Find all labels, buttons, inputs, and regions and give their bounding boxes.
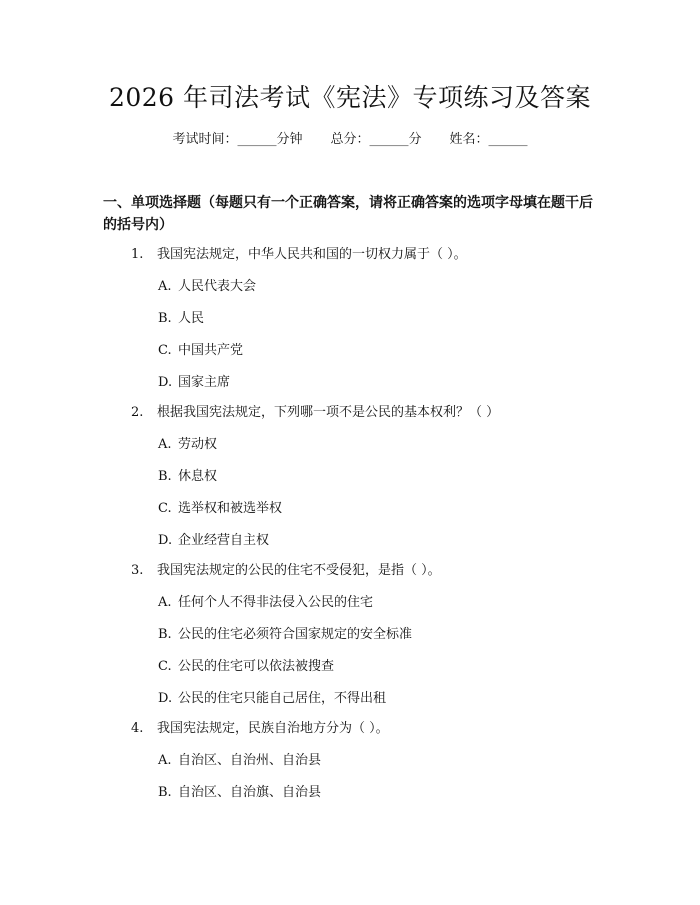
answer-option — [158, 467, 217, 487]
option-text: 公民的住宅只能自己居住，不得出租 — [178, 691, 387, 706]
answer-option — [158, 531, 269, 551]
answer-option — [158, 499, 282, 519]
option-text: 自治区、自治州、自治县 — [178, 753, 322, 768]
answer-option — [158, 689, 386, 709]
option-text: 中国共产党 — [178, 343, 244, 358]
answer-option — [158, 309, 204, 329]
option-letter: B. — [158, 785, 172, 800]
question-stem — [131, 403, 499, 423]
option-text: 劳动权 — [178, 437, 218, 452]
option-letter: B. — [158, 627, 172, 642]
option-letter: C. — [158, 501, 172, 516]
exam-info-line — [0, 130, 700, 150]
option-letter: B. — [158, 311, 172, 326]
question-number: 3. — [131, 563, 144, 578]
option-text: 休息权 — [178, 469, 218, 484]
option-letter: A. — [158, 595, 172, 610]
total-score-field: 总分：______分 — [330, 132, 422, 147]
section-heading: 一、单项选择题（每题只有一个正确答案，请将正确答案的选项字母填在题干后的括号内） — [103, 195, 593, 233]
option-letter: A. — [158, 753, 172, 768]
question-stem — [131, 561, 441, 581]
option-letter: A. — [158, 437, 172, 452]
question-number: 2. — [131, 405, 144, 420]
option-text: 国家主席 — [178, 375, 231, 390]
answer-option — [158, 783, 321, 803]
question-stem — [131, 245, 467, 265]
option-text: 人民代表大会 — [178, 279, 257, 294]
exam-time-field: 考试时间：______分钟 — [172, 132, 303, 147]
answer-option — [158, 277, 256, 297]
question-number: 4. — [131, 721, 144, 736]
option-letter: B. — [158, 469, 172, 484]
answer-option — [158, 373, 230, 393]
question-text: 我国宪法规定，民族自治地方分为（ ）。 — [157, 721, 389, 736]
page-title: 2026 年司法考试《宪法》专项练习及答案 — [108, 83, 592, 112]
option-letter: D. — [158, 533, 173, 548]
option-text: 企业经营自主权 — [178, 533, 270, 548]
option-letter: A. — [158, 279, 172, 294]
answer-option — [158, 657, 334, 677]
option-text: 人民 — [178, 311, 205, 326]
option-letter: D. — [158, 691, 173, 706]
option-letter: C. — [158, 659, 172, 674]
option-text: 选举权和被选举权 — [178, 501, 283, 516]
answer-option — [158, 625, 412, 645]
question-stem — [131, 719, 389, 739]
question-number: 1. — [131, 247, 144, 262]
answer-option — [158, 593, 373, 613]
question-text: 根据我国宪法规定，下列哪一项不是公民的基本权利？（ ） — [157, 405, 500, 420]
answer-option — [158, 341, 243, 361]
option-letter: D. — [158, 375, 173, 390]
answer-option — [158, 751, 321, 771]
question-text: 我国宪法规定的公民的住宅不受侵犯，是指（ ）。 — [157, 563, 441, 578]
option-letter: C. — [158, 343, 172, 358]
option-text: 公民的住宅必须符合国家规定的安全标准 — [178, 627, 413, 642]
option-text: 任何个人不得非法侵入公民的住宅 — [178, 595, 374, 610]
option-text: 自治区、自治旗、自治县 — [178, 785, 322, 800]
answer-option — [158, 435, 217, 455]
name-field: 姓名：______ — [449, 132, 528, 147]
question-text: 我国宪法规定，中华人民共和国的一切权力属于（ ）。 — [157, 247, 467, 262]
option-text: 公民的住宅可以依法被搜查 — [178, 659, 335, 674]
